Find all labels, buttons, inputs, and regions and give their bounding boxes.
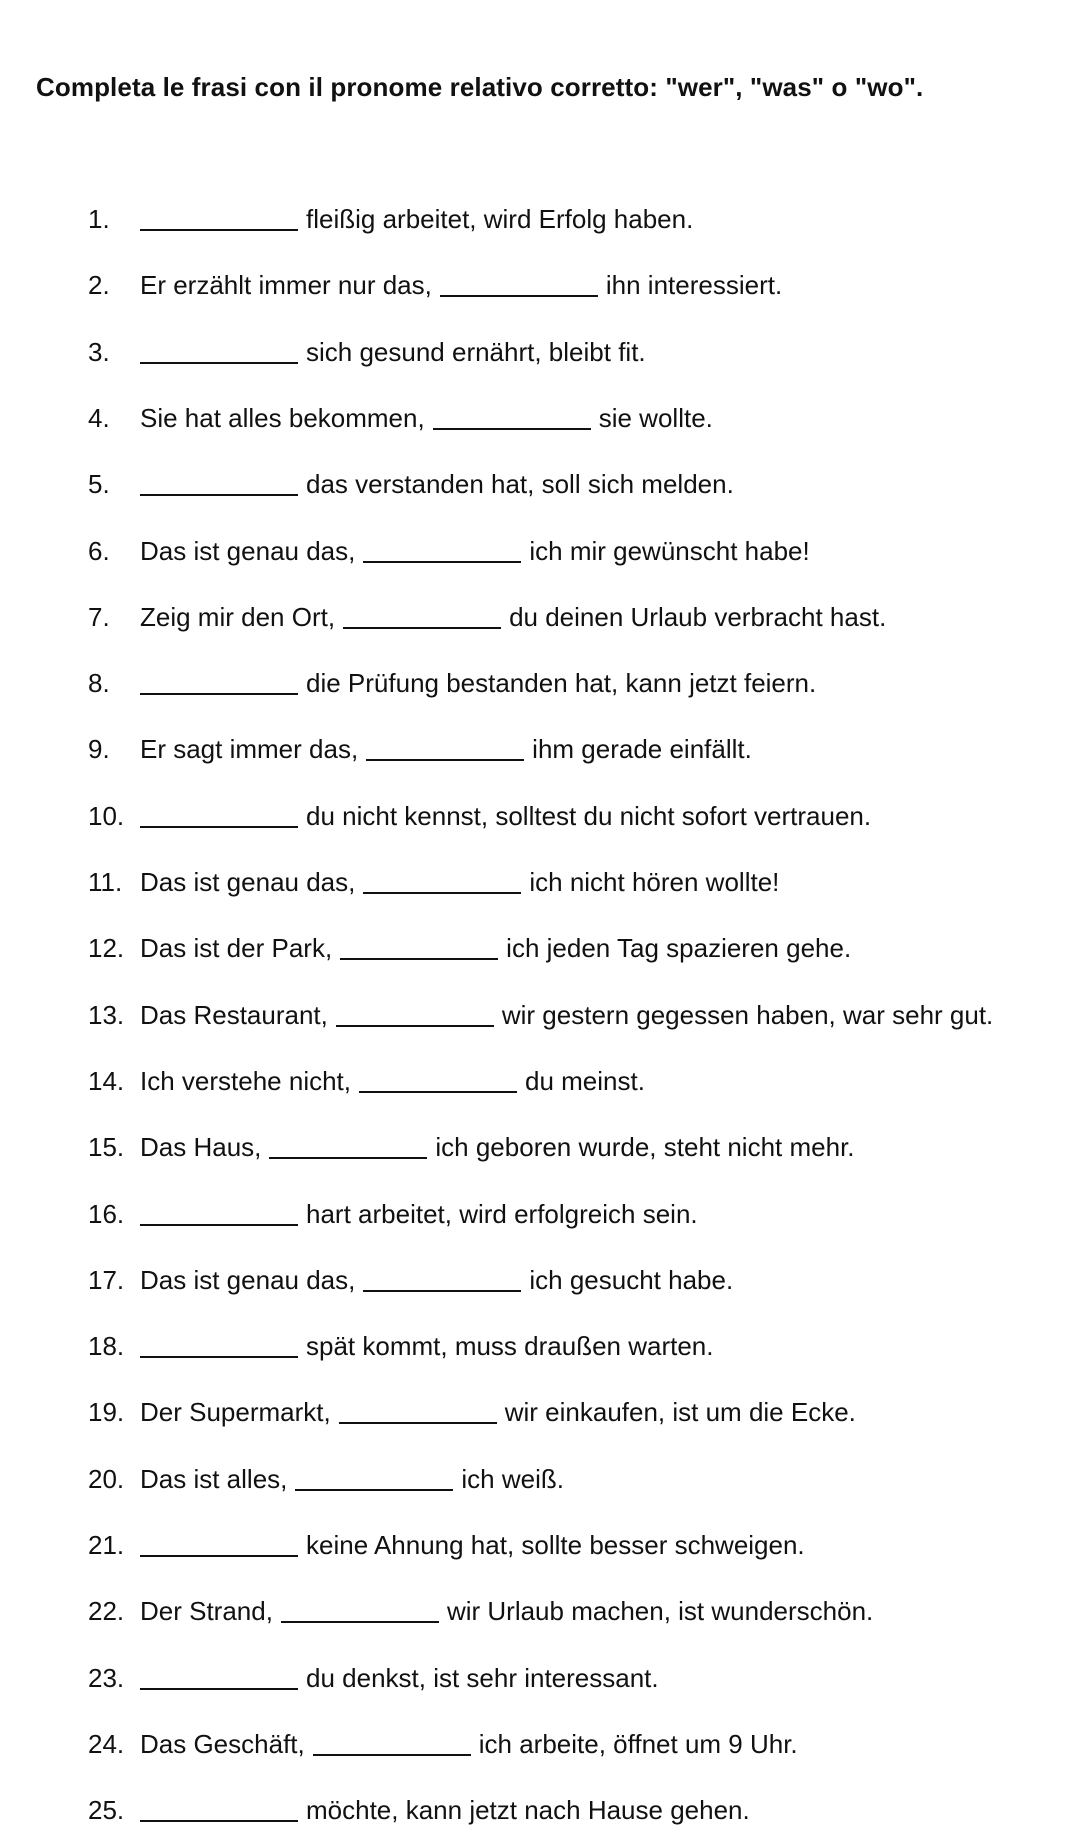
exercise-item — [0, 862, 1080, 902]
answer-blank[interactable] — [140, 494, 298, 496]
answer-blank[interactable] — [140, 1688, 298, 1690]
exercise-number: 14. — [88, 1065, 125, 1096]
exercise-sentence — [140, 933, 851, 964]
sentence-before-blank: Der Strand, — [140, 1596, 273, 1627]
sentence-before-blank: Er sagt immer das, — [140, 734, 359, 765]
exercise-sentence — [140, 1331, 713, 1362]
exercise-item — [0, 199, 1080, 239]
answer-blank[interactable] — [313, 1754, 471, 1756]
exercise-sentence — [140, 1066, 645, 1097]
exercise-number: 17. — [88, 1264, 125, 1295]
exercise-item — [0, 1392, 1080, 1432]
exercise-item — [0, 1260, 1080, 1300]
sentence-after-blank: hart arbeitet, wird erfolgreich sein. — [306, 1198, 698, 1229]
exercise-sentence — [140, 1000, 993, 1031]
exercise-item — [0, 729, 1080, 769]
sentence-after-blank: ihn interessiert. — [605, 270, 783, 301]
sentence-before-blank: Der Supermarkt, — [140, 1397, 331, 1428]
exercise-sentence — [140, 602, 886, 633]
exercise-item — [0, 332, 1080, 372]
exercise-sentence — [140, 734, 752, 765]
answer-blank[interactable] — [269, 1157, 427, 1159]
answer-blank[interactable] — [340, 958, 498, 960]
sentence-before-blank: Das ist alles, — [140, 1463, 288, 1494]
exercise-item — [0, 1194, 1080, 1234]
exercise-item — [0, 663, 1080, 703]
answer-blank[interactable] — [336, 1025, 494, 1027]
sentence-before-blank: Das Geschäft, — [140, 1728, 305, 1759]
exercise-number: 20. — [88, 1463, 125, 1494]
exercise-number: 6. — [88, 535, 110, 566]
sentence-before-blank: Sie hat alles bekommen, — [140, 402, 425, 433]
exercise-item — [0, 464, 1080, 504]
sentence-before-blank: Das Restaurant, — [140, 999, 328, 1030]
answer-blank[interactable] — [140, 1356, 298, 1358]
exercise-number: 15. — [88, 1132, 125, 1163]
sentence-after-blank: wir einkaufen, ist um die Ecke. — [504, 1397, 856, 1428]
sentence-after-blank: die Prüfung bestanden hat, kann jetzt feiern. — [306, 668, 817, 699]
exercise-item — [0, 265, 1080, 305]
exercise-item — [0, 597, 1080, 637]
sentence-after-blank: ich mir gewünscht habe! — [529, 535, 810, 566]
exercise-number: 16. — [88, 1198, 125, 1229]
sentence-after-blank: ihm gerade einfällt. — [532, 734, 752, 765]
sentence-after-blank: du deinen Urlaub verbracht hast. — [509, 601, 887, 632]
answer-blank[interactable] — [433, 428, 591, 430]
exercise-number: 1. — [88, 204, 110, 234]
worksheet-title: Completa le frasi con il pronome relativo corretto: "wer", "was" o "wo". — [36, 72, 924, 102]
answer-blank[interactable] — [281, 1621, 439, 1623]
exercise-sentence — [140, 1132, 855, 1163]
exercise-item — [0, 1127, 1080, 1167]
exercise-sentence — [140, 270, 782, 301]
answer-blank[interactable] — [363, 892, 521, 894]
exercise-number: 21. — [88, 1530, 125, 1560]
answer-blank[interactable] — [140, 826, 298, 828]
sentence-after-blank: ich arbeite, öffnet um 9 Uhr. — [478, 1728, 798, 1759]
exercise-item — [0, 398, 1080, 438]
exercise-sentence — [140, 536, 810, 567]
answer-blank[interactable] — [343, 627, 501, 629]
answer-blank[interactable] — [359, 1091, 517, 1093]
sentence-before-blank: Das Haus, — [140, 1132, 262, 1163]
sentence-before-blank: Das ist genau das, — [140, 1264, 356, 1295]
sentence-after-blank: ich gesucht habe. — [529, 1264, 734, 1295]
exercise-number: 9. — [88, 734, 110, 765]
answer-blank[interactable] — [339, 1422, 497, 1424]
sentence-before-blank: Das ist genau das, — [140, 867, 356, 897]
exercise-number: 25. — [88, 1795, 125, 1826]
sentence-after-blank: wir gestern gegessen haben, war sehr gut. — [501, 999, 994, 1030]
exercise-item — [0, 1061, 1080, 1101]
exercise-item — [0, 1591, 1080, 1631]
answer-blank[interactable] — [295, 1489, 453, 1491]
sentence-after-blank: keine Ahnung hat, sollte besser schweigen. — [306, 1530, 805, 1560]
exercise-number: 4. — [88, 402, 110, 433]
answer-blank[interactable] — [140, 1224, 298, 1226]
exercise-item — [0, 1658, 1080, 1698]
sentence-after-blank: ich geboren wurde, steht nicht mehr. — [435, 1132, 855, 1163]
exercise-item — [0, 1459, 1080, 1499]
exercise-sentence — [140, 204, 693, 235]
sentence-after-blank: spät kommt, muss draußen warten. — [306, 1331, 714, 1362]
exercise-item — [0, 531, 1080, 571]
sentence-after-blank: das verstanden hat, soll sich melden. — [306, 469, 734, 500]
answer-blank[interactable] — [140, 362, 298, 364]
sentence-before-blank: Das ist genau das, — [140, 535, 356, 566]
sentence-after-blank: du denkst, ist sehr interessant. — [306, 1662, 659, 1693]
exercise-sentence — [140, 1464, 564, 1495]
sentence-after-blank: fleißig arbeitet, wird Erfolg haben. — [306, 204, 694, 234]
answer-blank[interactable] — [366, 759, 524, 761]
sentence-after-blank: ich jeden Tag spazieren gehe. — [506, 933, 852, 964]
sentence-before-blank: Das ist der Park, — [140, 933, 333, 964]
exercise-item — [0, 1724, 1080, 1764]
exercise-number: 24. — [88, 1728, 125, 1759]
exercise-number: 19. — [88, 1397, 125, 1428]
answer-blank[interactable] — [440, 295, 598, 297]
sentence-after-blank: ich nicht hören wollte! — [529, 867, 780, 897]
exercise-sentence — [140, 337, 646, 368]
exercise-item — [0, 1326, 1080, 1366]
exercise-sentence — [140, 1199, 698, 1230]
exercise-sentence — [140, 403, 713, 434]
answer-blank[interactable] — [140, 1555, 298, 1557]
exercise-item — [0, 1525, 1080, 1565]
exercise-item — [0, 995, 1080, 1035]
sentence-before-blank: Er erzählt immer nur das, — [140, 270, 432, 301]
exercise-sentence — [140, 867, 779, 898]
exercise-sentence — [140, 1530, 805, 1561]
exercise-number: 11. — [88, 867, 123, 897]
exercise-number: 23. — [88, 1662, 125, 1693]
answer-blank[interactable] — [140, 229, 298, 231]
exercise-item — [0, 1790, 1080, 1830]
exercise-number: 8. — [88, 668, 110, 699]
exercise-number: 22. — [88, 1596, 125, 1627]
answer-blank[interactable] — [363, 561, 521, 563]
exercise-number: 12. — [88, 933, 125, 964]
exercise-number: 10. — [88, 800, 125, 831]
exercise-item — [0, 796, 1080, 836]
exercise-number: 18. — [88, 1331, 125, 1362]
exercise-number: 2. — [88, 270, 110, 301]
exercise-item — [0, 928, 1080, 968]
sentence-after-blank: wir Urlaub machen, ist wunderschön. — [446, 1596, 874, 1627]
exercise-sentence — [140, 1795, 750, 1826]
exercise-sentence — [140, 1265, 733, 1296]
exercise-sentence — [140, 668, 816, 699]
sentence-before-blank: Zeig mir den Ort, — [140, 601, 336, 632]
answer-blank[interactable] — [140, 693, 298, 695]
exercise-sentence — [140, 1663, 659, 1694]
sentence-after-blank: du nicht kennst, solltest du nicht sofort vertrauen. — [306, 800, 872, 831]
exercise-number: 13. — [88, 999, 125, 1030]
exercise-sentence — [140, 1397, 856, 1428]
exercise-number: 3. — [88, 336, 110, 367]
exercise-number: 7. — [88, 601, 110, 632]
exercise-sentence — [140, 1729, 798, 1760]
exercise-number: 5. — [88, 469, 110, 500]
answer-blank[interactable] — [363, 1290, 521, 1292]
exercise-sentence — [140, 801, 871, 832]
exercise-sentence — [140, 1596, 873, 1627]
sentence-after-blank: sich gesund ernährt, bleibt fit. — [306, 336, 646, 367]
sentence-after-blank: du meinst. — [525, 1065, 645, 1096]
answer-blank[interactable] — [140, 1820, 298, 1822]
sentence-before-blank: Ich verstehe nicht, — [140, 1065, 351, 1096]
sentence-after-blank: sie wollte. — [598, 402, 713, 433]
sentence-after-blank: ich weiß. — [461, 1463, 564, 1494]
sentence-after-blank: möchte, kann jetzt nach Hause gehen. — [306, 1795, 750, 1826]
exercise-sentence — [140, 469, 734, 500]
